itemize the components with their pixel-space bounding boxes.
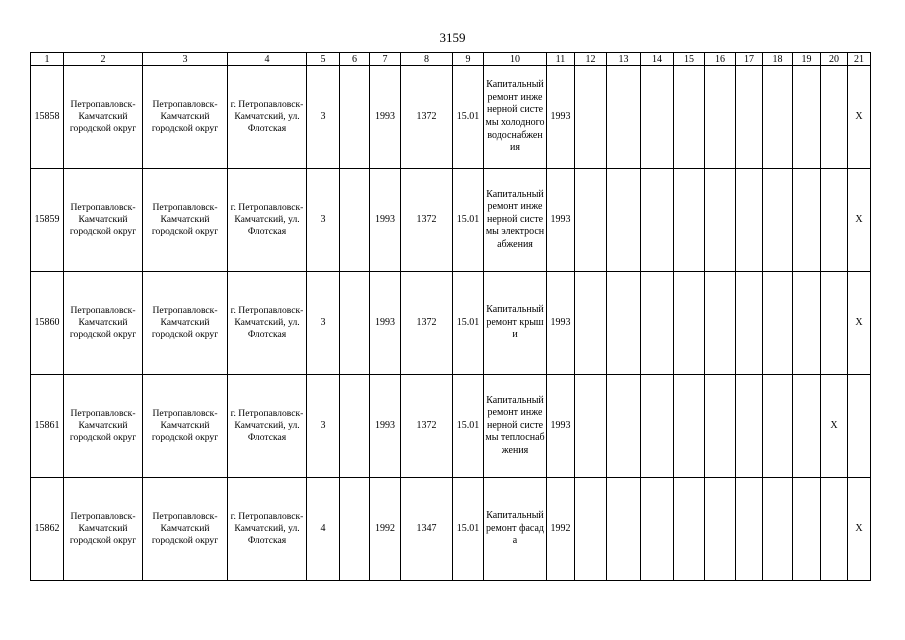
municipality-cell: Петропавловск-Камчатский городской округ: [64, 375, 143, 478]
address-cell: г. Петропавловск-Камчатский, ул. Флотская: [228, 375, 307, 478]
work-type-cell: Капитальный ремонт инженерной системы теплоснабжения: [484, 375, 547, 478]
col-9-cell: 15.01: [453, 272, 484, 375]
column-header: 19: [793, 53, 821, 66]
col-19-cell: [793, 272, 821, 375]
col-7-cell: 1993: [370, 272, 401, 375]
col-17-cell: [736, 66, 763, 169]
settlement-cell: Петропавловск-Камчатский городской округ: [143, 66, 228, 169]
col-9-cell: 15.01: [453, 478, 484, 581]
col-8-cell: 1372: [401, 169, 453, 272]
address-cell: г. Петропавловск-Камчатский, ул. Флотская: [228, 169, 307, 272]
col-19-cell: [793, 169, 821, 272]
col-16-cell: [705, 272, 736, 375]
col-8-cell: 1372: [401, 272, 453, 375]
table-row: [31, 169, 871, 272]
municipality-cell: Петропавловск-Камчатский городской округ: [64, 478, 143, 581]
col-9-cell: 15.01: [453, 66, 484, 169]
col-13-cell: [607, 66, 641, 169]
record-number-cell: 15862: [31, 478, 64, 581]
col-12-cell: [575, 272, 607, 375]
column-header: 2: [64, 53, 143, 66]
column-header: 16: [705, 53, 736, 66]
address-cell: г. Петропавловск-Камчатский, ул. Флотская: [228, 66, 307, 169]
col-13-cell: [607, 272, 641, 375]
settlement-cell: Петропавловск-Камчатский городской округ: [143, 375, 228, 478]
col-18-cell: [763, 169, 793, 272]
col-18-cell: [763, 375, 793, 478]
col-21-cell: [848, 375, 871, 478]
column-header: 8: [401, 53, 453, 66]
col-6-cell: [340, 66, 370, 169]
work-type-cell: Капитальный ремонт крыши: [484, 272, 547, 375]
column-header: 21: [848, 53, 871, 66]
floors-cell: 3: [307, 272, 340, 375]
col-9-cell: 15.01: [453, 375, 484, 478]
col-19-cell: [793, 66, 821, 169]
col-8-cell: 1347: [401, 478, 453, 581]
col-21-cell: X: [848, 272, 871, 375]
page-number: 3159: [439, 30, 466, 45]
col-20-cell: [821, 272, 848, 375]
column-header: 1: [31, 53, 64, 66]
col-9-cell: 15.01: [453, 169, 484, 272]
col-7-cell: 1992: [370, 478, 401, 581]
col-12-cell: [575, 478, 607, 581]
col-20-cell: [821, 169, 848, 272]
column-header: 20: [821, 53, 848, 66]
col-16-cell: [705, 66, 736, 169]
col-7-cell: 1993: [370, 375, 401, 478]
address-cell: г. Петропавловск-Камчатский, ул. Флотская: [228, 272, 307, 375]
settlement-cell: Петропавловск-Камчатский городской округ: [143, 169, 228, 272]
col-6-cell: [340, 375, 370, 478]
col-13-cell: [607, 375, 641, 478]
col-20-cell: [821, 66, 848, 169]
col-21-cell: X: [848, 169, 871, 272]
column-header: 14: [641, 53, 674, 66]
work-type-cell: Капитальный ремонт инженерной системы электроснабжения: [484, 169, 547, 272]
column-header: 13: [607, 53, 641, 66]
col-12-cell: [575, 169, 607, 272]
column-header: 18: [763, 53, 793, 66]
col-15-cell: [674, 375, 705, 478]
municipality-cell: Петропавловск-Камчатский городской округ: [64, 66, 143, 169]
table-row: [31, 66, 871, 169]
table-row: [31, 272, 871, 375]
record-number-cell: 15861: [31, 375, 64, 478]
col-11-cell: 1993: [547, 375, 575, 478]
col-11-cell: 1992: [547, 478, 575, 581]
col-7-cell: 1993: [370, 66, 401, 169]
col-21-cell: X: [848, 478, 871, 581]
col-17-cell: [736, 478, 763, 581]
col-13-cell: [607, 169, 641, 272]
column-header: 11: [547, 53, 575, 66]
table-row: [31, 478, 871, 581]
col-20-cell: X: [821, 375, 848, 478]
col-11-cell: 1993: [547, 66, 575, 169]
floors-cell: 3: [307, 375, 340, 478]
col-7-cell: 1993: [370, 169, 401, 272]
col-14-cell: [641, 375, 674, 478]
col-12-cell: [575, 66, 607, 169]
col-15-cell: [674, 169, 705, 272]
data-table: [30, 52, 871, 581]
col-8-cell: 1372: [401, 375, 453, 478]
col-14-cell: [641, 169, 674, 272]
col-17-cell: [736, 272, 763, 375]
column-header: 12: [575, 53, 607, 66]
table-row: [31, 375, 871, 478]
col-17-cell: [736, 375, 763, 478]
column-header: 7: [370, 53, 401, 66]
column-header: 4: [228, 53, 307, 66]
record-number-cell: 15860: [31, 272, 64, 375]
work-type-cell: Капитальный ремонт инженерной системы холодного водоснабжения: [484, 66, 547, 169]
col-6-cell: [340, 272, 370, 375]
col-14-cell: [641, 66, 674, 169]
record-number-cell: 15859: [31, 169, 64, 272]
col-21-cell: X: [848, 66, 871, 169]
col-16-cell: [705, 169, 736, 272]
column-header: 9: [453, 53, 484, 66]
work-type-cell: Капитальный ремонт фасада: [484, 478, 547, 581]
settlement-cell: Петропавловск-Камчатский городской округ: [143, 478, 228, 581]
col-11-cell: 1993: [547, 169, 575, 272]
col-16-cell: [705, 478, 736, 581]
column-header: 3: [143, 53, 228, 66]
col-20-cell: [821, 478, 848, 581]
col-19-cell: [793, 375, 821, 478]
record-number-cell: 15858: [31, 66, 64, 169]
settlement-cell: Петропавловск-Камчатский городской округ: [143, 272, 228, 375]
col-12-cell: [575, 375, 607, 478]
address-cell: г. Петропавловск-Камчатский, ул. Флотская: [228, 478, 307, 581]
col-17-cell: [736, 169, 763, 272]
col-11-cell: 1993: [547, 272, 575, 375]
col-18-cell: [763, 66, 793, 169]
floors-cell: 4: [307, 478, 340, 581]
col-14-cell: [641, 272, 674, 375]
col-18-cell: [763, 478, 793, 581]
municipality-cell: Петропавловск-Камчатский городской округ: [64, 272, 143, 375]
col-18-cell: [763, 272, 793, 375]
floors-cell: 3: [307, 66, 340, 169]
column-header: 10: [484, 53, 547, 66]
col-15-cell: [674, 478, 705, 581]
col-14-cell: [641, 478, 674, 581]
col-19-cell: [793, 478, 821, 581]
header-row: [31, 53, 871, 66]
col-15-cell: [674, 66, 705, 169]
column-header: 17: [736, 53, 763, 66]
col-13-cell: [607, 478, 641, 581]
column-header: 5: [307, 53, 340, 66]
municipality-cell: Петропавловск-Камчатский городской округ: [64, 169, 143, 272]
column-header: 15: [674, 53, 705, 66]
col-15-cell: [674, 272, 705, 375]
col-6-cell: [340, 478, 370, 581]
col-6-cell: [340, 169, 370, 272]
column-header: 6: [340, 53, 370, 66]
col-8-cell: 1372: [401, 66, 453, 169]
floors-cell: 3: [307, 169, 340, 272]
col-16-cell: [705, 375, 736, 478]
